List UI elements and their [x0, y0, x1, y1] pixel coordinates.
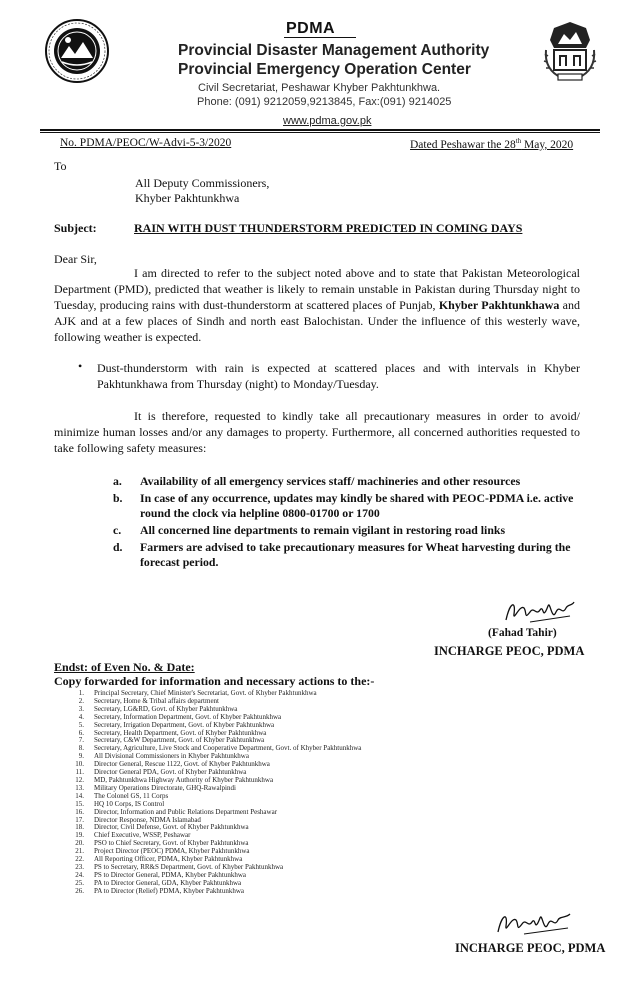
org-website: www.pdma.gov.pk	[283, 115, 372, 127]
list-item: 11. Director General PDA, Govt. of Khyber Pakhtunkhwa	[75, 768, 247, 777]
list-item: c. All concerned line departments to remain vigilant in restoring road links	[113, 523, 506, 537]
addressee: All Deputy Commissioners, Khyber Pakhtunkhwa	[135, 176, 270, 205]
weather-bullet: Dust-thunderstorm with rain is expected at scattered places and with intervals in Khyber Pakhtunkhawa from Thursday (night) to Monday/Tuesday.	[97, 361, 580, 391]
org-phone: Phone: (091) 9212059,9213845, Fax:(091) 9214025	[197, 96, 452, 108]
list-item: 4. Secretary, Information Department, Govt. of Khyber Pakhtunkhwa	[78, 712, 282, 721]
list-item: 17. Director Response, NDMA Islamabad	[75, 815, 201, 824]
list-item: a. Availability of all emergency services staff/ machineries and other resources	[113, 474, 521, 488]
signature-image	[500, 592, 580, 632]
list-item: b. In case of any occurrence, updates may kindly be shared with PEOC-PDMA i.e. active round the clock via helpline 0800-01700 or 1700	[113, 491, 574, 520]
list-item: 2. Secretary, Home & Tribal affairs department	[78, 696, 219, 705]
letter-date: Dated Peshawar the 28th May, 2020	[410, 137, 574, 151]
org-name-line2: Provincial Emergency Operation Center	[178, 61, 471, 78]
list-item: 22. All Reporting Officer, PDMA, Khyber Pakhtunkhwa	[75, 855, 243, 864]
bullet-dot-icon: •	[78, 359, 83, 373]
list-item: 8. Secretary, Agriculture, Live Stock and Cooperative Department, Govt. of Khyber Pakhtunkhwa	[78, 744, 362, 753]
list-item: 9. All Divisional Commissioners in Khyber Pakhtunkhwa	[78, 752, 249, 761]
list-item: 19. Chief Executive, WSSP, Peshawar	[75, 831, 191, 840]
list-item: 1. Principal Secretary, Chief Minister's Secretariat, Govt. of Khyber Pakhtunkhwa	[78, 689, 317, 697]
org-acronym: PDMA	[286, 20, 336, 37]
list-item: 21. Project Director (PEOC) PDMA, Khyber Pakhtunkhwa	[75, 847, 250, 856]
distribution-list	[70, 690, 361, 896]
signatory-name: (Fahad Tahir)	[488, 627, 557, 639]
signatory-title: INCHARGE PEOC, PDMA	[434, 644, 585, 658]
list-item: 20. PSO to Chief Secretary, Govt. of Khyber Pakhtunkhwa	[75, 839, 249, 848]
list-item: 10. Director General, Rescue 1122, Govt. of Khyber Pakhtunkhwa	[75, 760, 270, 769]
list-item: 3. Secretary, LG&RD, Govt. of Khyber Pakhtunkhwa	[78, 704, 238, 713]
header-rule-thick	[40, 129, 600, 131]
org-name-line1: Provincial Disaster Management Authority	[178, 42, 490, 59]
org-address: Civil Secretariat, Peshawar Khyber Pakhtunkhwa.	[198, 82, 441, 94]
endst-line: Endst: of Even No. & Date:	[54, 660, 195, 674]
signature-image	[490, 906, 580, 944]
to-label: To	[54, 159, 67, 173]
list-item: 15. HQ 10 Corps, IS Control	[75, 799, 165, 808]
header-rule-thin	[40, 132, 600, 133]
safety-measures-list	[113, 474, 583, 572]
left-seal-logo	[44, 18, 110, 84]
acronym-underline	[284, 37, 356, 38]
list-item: 18. Director, Civil Defense, Govt. of Khyber Pakhtunkhwa	[75, 823, 249, 832]
signatory-title-footer: INCHARGE PEOC, PDMA	[455, 941, 606, 955]
list-item: d. Farmers are advised to take precautionary measures for Wheat harvesting during the forecast period.	[113, 540, 571, 569]
body-paragraph-1: I am directed to refer to the subject noted above and to state that Pakistan Meteorological Department (PMD), predicted that weather is likely to remain unstable in Pakistan during Thursday night to Tuesday, producing rains with dust-thunderstorm at scattered places of Punjab, Khyber Pakhtunkhawa and AJK and at a few places of Sindh and north east Balochistan. Under the influence of this westerly wave, following weather is expected.	[54, 266, 580, 344]
reference-number: No. PDMA/PEOC/W-Advi-5-3/2020	[60, 137, 232, 149]
subject-text: RAIN WITH DUST THUNDERSTORM PREDICTED IN COMING DAYS	[134, 221, 523, 235]
list-item: 6. Secretary, Health Department, Govt. of Khyber Pakhtunkhwa	[78, 728, 267, 737]
copy-forwarded-line: Copy forwarded for information and necessary actions to the:-	[54, 674, 375, 688]
list-item: 16. Director, Information and Public Relations Department Peshawar	[75, 807, 278, 816]
body-paragraph-2: It is therefore, requested to kindly take all precautionary measures in order to avoid/ minimize human losses and/or any damages to property. Furthermore, all concerned authorities requested to take following safety measures:	[54, 409, 580, 455]
list-item: 13. Military Operations Directorate, GHQ-Rawalpindi	[75, 783, 236, 792]
list-item: 23. PS to Secretary, RR&S Department, Govt. of Khyber Pakhtunkhwa	[75, 862, 284, 871]
right-emblem-logo	[540, 20, 600, 84]
list-item: 5. Secretary, Irrigation Department, Govt. of Khyber Pakhtunkhwa	[78, 720, 275, 729]
list-item: 25. PA to Director General, GDA, Khyber Pakhtunkhwa	[75, 878, 242, 887]
subject-label: Subject:	[54, 221, 97, 235]
salutation: Dear Sir,	[54, 252, 97, 266]
list-item: 26. PA to Director (Relief) PDMA, Khyber Pakhtunkhwa	[75, 886, 245, 895]
list-item: 24. PS to Director General, PDMA, Khyber Pakhtunkhwa	[75, 870, 247, 879]
list-item: 12. MD, Pakhtunkhwa Highway Authority of Khyber Pakhtunkhwa	[75, 775, 274, 784]
list-item: 14. The Colonel GS, 11 Corps	[75, 791, 169, 800]
list-item: 7. Secretary, C&W Department, Govt. of Khyber Pakhtunkhwa	[78, 736, 265, 745]
